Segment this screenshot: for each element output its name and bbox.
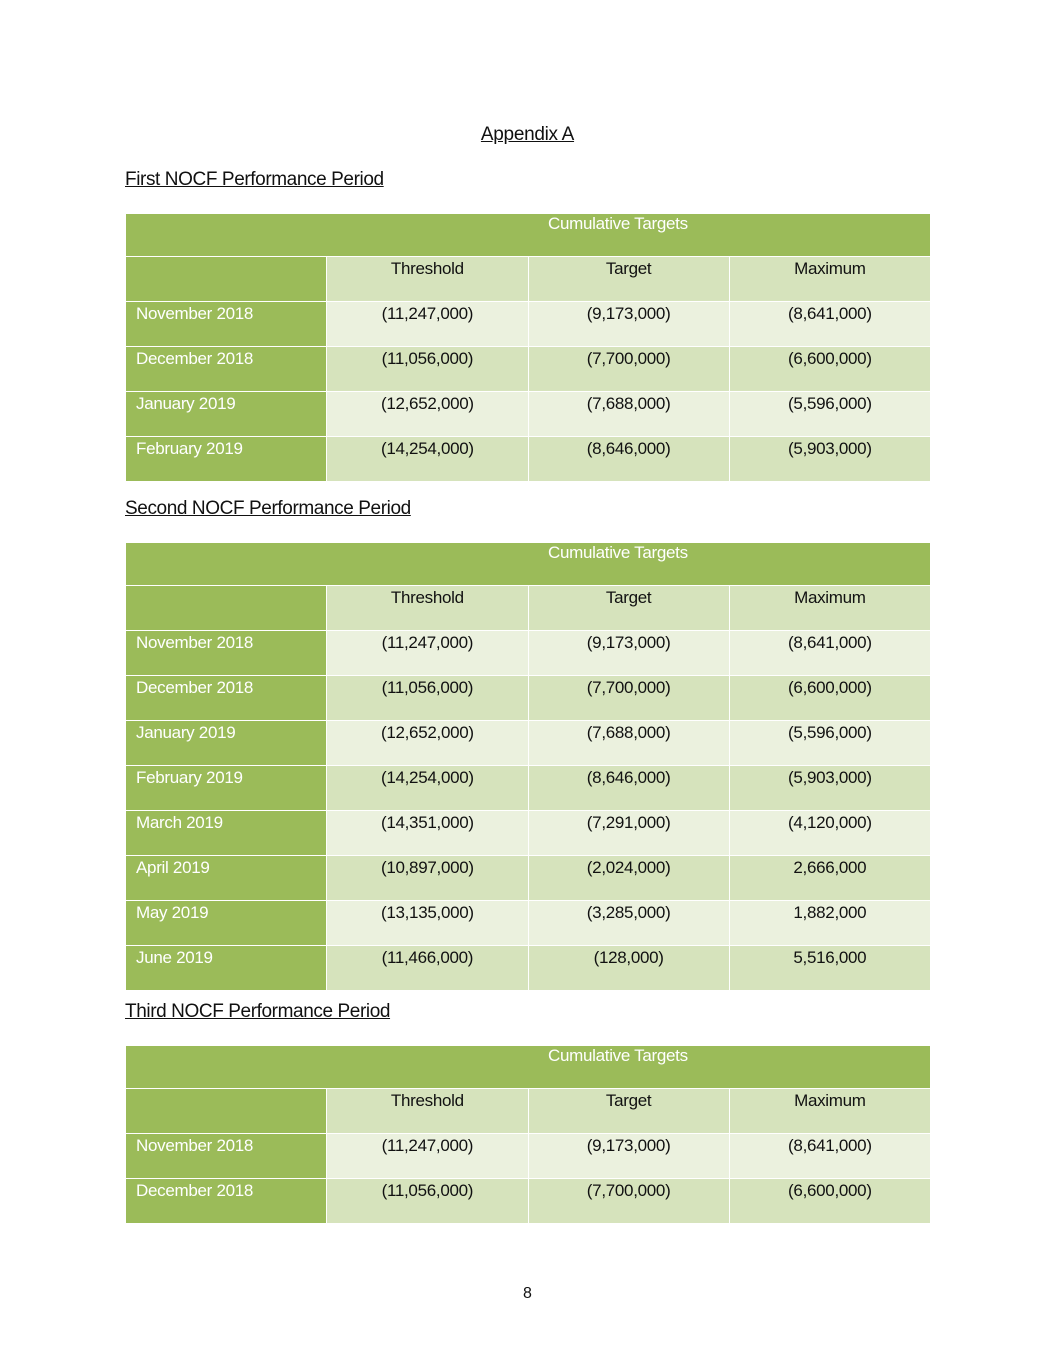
threshold-cell: (11,056,000) <box>327 347 528 392</box>
table-row <box>126 392 931 437</box>
target-cell: (2,024,000) <box>528 856 729 901</box>
cumulative-targets-header-row <box>126 214 931 257</box>
target-cell: (7,688,000) <box>528 721 729 766</box>
cumulative-targets-header: Cumulative Targets <box>126 214 931 257</box>
maximum-cell: (5,596,000) <box>729 392 930 437</box>
threshold-cell: (11,056,000) <box>327 676 528 721</box>
target-header: Target <box>528 257 729 302</box>
threshold-header: Threshold <box>327 1089 528 1134</box>
threshold-cell: (10,897,000) <box>327 856 528 901</box>
table-row <box>126 901 931 946</box>
month-cell: November 2018 <box>126 302 327 347</box>
column-header-row <box>126 257 931 302</box>
table-row <box>126 437 931 482</box>
target-cell: (128,000) <box>528 946 729 991</box>
maximum-cell: (6,600,000) <box>729 347 930 392</box>
target-cell: (7,700,000) <box>528 347 729 392</box>
blank-header-cell <box>126 1089 327 1134</box>
table-row <box>126 946 931 991</box>
appendix-title: Appendix A <box>480 124 575 145</box>
target-header: Target <box>528 586 729 631</box>
target-cell: (3,285,000) <box>528 901 729 946</box>
page-number: 8 <box>523 1285 532 1302</box>
table-row <box>126 766 931 811</box>
target-header: Target <box>528 1089 729 1134</box>
maximum-cell: (4,120,000) <box>729 811 930 856</box>
second-period-heading: Second NOCF Performance Period <box>125 498 411 519</box>
table-row <box>126 1179 931 1224</box>
table-row <box>126 856 931 901</box>
column-header-row <box>126 1089 931 1134</box>
cumulative-targets-header-row <box>126 1046 931 1089</box>
maximum-cell: 5,516,000 <box>729 946 930 991</box>
threshold-cell: (14,254,000) <box>327 437 528 482</box>
threshold-cell: (11,247,000) <box>327 1134 528 1179</box>
maximum-cell: (6,600,000) <box>729 1179 930 1224</box>
maximum-cell: 1,882,000 <box>729 901 930 946</box>
column-header-row <box>126 586 931 631</box>
month-cell: May 2019 <box>126 901 327 946</box>
first-period-heading: First NOCF Performance Period <box>125 169 384 190</box>
threshold-cell: (12,652,000) <box>327 392 528 437</box>
target-cell: (7,700,000) <box>528 1179 729 1224</box>
threshold-cell: (11,056,000) <box>327 1179 528 1224</box>
blank-header-cell <box>126 586 327 631</box>
target-cell: (8,646,000) <box>528 437 729 482</box>
cumulative-targets-header: Cumulative Targets <box>126 543 931 586</box>
maximum-cell: (5,903,000) <box>729 766 930 811</box>
threshold-cell: (14,351,000) <box>327 811 528 856</box>
table-row <box>126 302 931 347</box>
maximum-cell: (5,596,000) <box>729 721 930 766</box>
month-cell: November 2018 <box>126 631 327 676</box>
threshold-cell: (11,466,000) <box>327 946 528 991</box>
month-cell: April 2019 <box>126 856 327 901</box>
month-cell: January 2019 <box>126 392 327 437</box>
third-period-heading: Third NOCF Performance Period <box>125 1001 391 1022</box>
month-cell: December 2018 <box>126 1179 327 1224</box>
month-cell: June 2019 <box>126 946 327 991</box>
target-cell: (9,173,000) <box>528 1134 729 1179</box>
target-cell: (9,173,000) <box>528 302 729 347</box>
threshold-cell: (14,254,000) <box>327 766 528 811</box>
third-period-table <box>125 1045 931 1224</box>
month-cell: February 2019 <box>126 437 327 482</box>
target-cell: (8,646,000) <box>528 766 729 811</box>
month-cell: March 2019 <box>126 811 327 856</box>
month-cell: December 2018 <box>126 676 327 721</box>
table-row <box>126 811 931 856</box>
table-row <box>126 347 931 392</box>
cumulative-targets-header: Cumulative Targets <box>126 1046 931 1089</box>
threshold-cell: (11,247,000) <box>327 631 528 676</box>
table-row <box>126 721 931 766</box>
threshold-header: Threshold <box>327 586 528 631</box>
first-period-table <box>125 213 931 482</box>
target-cell: (7,688,000) <box>528 392 729 437</box>
maximum-header: Maximum <box>729 257 930 302</box>
maximum-cell: (8,641,000) <box>729 631 930 676</box>
month-cell: February 2019 <box>126 766 327 811</box>
threshold-cell: (13,135,000) <box>327 901 528 946</box>
maximum-cell: (8,641,000) <box>729 1134 930 1179</box>
table-row <box>126 1134 931 1179</box>
second-period-table <box>125 542 931 991</box>
blank-header-cell <box>126 257 327 302</box>
month-cell: November 2018 <box>126 1134 327 1179</box>
month-cell: January 2019 <box>126 721 327 766</box>
target-cell: (9,173,000) <box>528 631 729 676</box>
threshold-cell: (11,247,000) <box>327 302 528 347</box>
maximum-header: Maximum <box>729 586 930 631</box>
table-row <box>126 676 931 721</box>
threshold-header: Threshold <box>327 257 528 302</box>
target-cell: (7,291,000) <box>528 811 729 856</box>
table-row <box>126 631 931 676</box>
month-cell: December 2018 <box>126 347 327 392</box>
maximum-cell: (8,641,000) <box>729 302 930 347</box>
maximum-cell: (6,600,000) <box>729 676 930 721</box>
threshold-cell: (12,652,000) <box>327 721 528 766</box>
cumulative-targets-header-row <box>126 543 931 586</box>
maximum-cell: (5,903,000) <box>729 437 930 482</box>
maximum-cell: 2,666,000 <box>729 856 930 901</box>
maximum-header: Maximum <box>729 1089 930 1134</box>
target-cell: (7,700,000) <box>528 676 729 721</box>
